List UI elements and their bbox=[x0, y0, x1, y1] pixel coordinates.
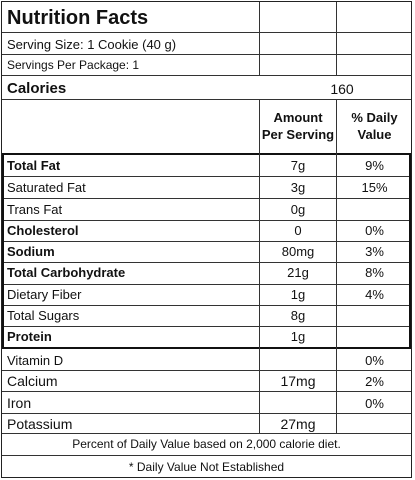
divider bbox=[2, 326, 411, 327]
divider bbox=[2, 54, 411, 55]
nutrient-amount: 1g bbox=[290, 329, 306, 344]
footnote-not-established: * Daily Value Not Established bbox=[128, 460, 285, 474]
micronutrient-dv: 0% bbox=[365, 353, 384, 368]
divider bbox=[2, 99, 411, 100]
nutrient-amount: 80mg bbox=[281, 244, 315, 259]
micronutrient-dv: 2% bbox=[365, 374, 384, 389]
divider bbox=[2, 305, 411, 306]
divider bbox=[2, 198, 411, 199]
nutrient-name: Sodium bbox=[7, 244, 55, 259]
dv-header-line2: Value bbox=[357, 127, 392, 142]
nutrient-amount: 0 bbox=[294, 223, 302, 238]
nutrient-amount: 3g bbox=[290, 180, 306, 195]
divider bbox=[2, 413, 411, 414]
divider bbox=[2, 455, 411, 456]
nutrient-dv: 8% bbox=[365, 265, 384, 280]
divider bbox=[2, 75, 411, 76]
dv-header-line1: % Daily bbox=[351, 110, 398, 125]
nutrient-amount: 0g bbox=[290, 202, 306, 217]
micronutrient-amount: 27mg bbox=[280, 416, 316, 432]
nutrient-amount: 1g bbox=[290, 287, 306, 302]
divider bbox=[2, 153, 411, 155]
divider bbox=[2, 32, 411, 33]
nutrient-amount: 21g bbox=[287, 265, 309, 280]
section-border bbox=[2, 153, 4, 349]
nutrient-dv: 3% bbox=[365, 244, 384, 259]
micronutrient-name: Calcium bbox=[7, 373, 58, 389]
nutrient-dv: 4% bbox=[365, 287, 384, 302]
micronutrient-name: Vitamin D bbox=[7, 353, 64, 368]
nutrition-label bbox=[1, 1, 412, 478]
nutrient-dv: 15% bbox=[361, 180, 388, 195]
nutrient-dv: 9% bbox=[365, 158, 384, 173]
nutrient-name: Dietary Fiber bbox=[7, 287, 82, 302]
amount-header-line1: Amount bbox=[273, 110, 323, 125]
nutrient-name: Cholesterol bbox=[7, 223, 79, 238]
nutrient-dv: 0% bbox=[365, 223, 384, 238]
divider bbox=[2, 284, 411, 285]
calories-label: Calories bbox=[7, 80, 67, 97]
nutrient-amount: 8g bbox=[290, 308, 306, 323]
nutrient-amount: 7g bbox=[290, 158, 306, 173]
divider bbox=[2, 262, 411, 263]
divider bbox=[2, 176, 411, 177]
column-divider bbox=[336, 2, 337, 76]
micronutrient-dv: 0% bbox=[365, 396, 384, 411]
nutrient-name: Total Carbohydrate bbox=[7, 265, 126, 280]
divider bbox=[2, 347, 411, 349]
divider bbox=[2, 220, 411, 221]
nutrient-name: Total Sugars bbox=[7, 308, 80, 323]
divider bbox=[2, 370, 411, 371]
nutrient-name: Trans Fat bbox=[7, 202, 63, 217]
divider bbox=[2, 241, 411, 242]
micronutrient-name: Potassium bbox=[7, 416, 73, 432]
micronutrient-name: Iron bbox=[7, 395, 32, 411]
divider bbox=[2, 391, 411, 392]
label-title: Nutrition Facts bbox=[7, 7, 149, 29]
servings-per-package: Servings Per Package: 1 bbox=[7, 58, 140, 72]
amount-header-line2: Per Serving bbox=[261, 127, 335, 142]
nutrient-name: Protein bbox=[7, 329, 52, 344]
nutrient-name: Saturated Fat bbox=[7, 180, 86, 195]
nutrient-name: Total Fat bbox=[7, 158, 61, 173]
divider bbox=[2, 433, 411, 434]
serving-size: Serving Size: 1 Cookie (40 g) bbox=[7, 37, 177, 52]
column-divider bbox=[259, 2, 260, 76]
micronutrient-amount: 17mg bbox=[280, 373, 316, 389]
calories-value: 160 bbox=[330, 81, 354, 97]
footnote-daily-value: Percent of Daily Value based on 2,000 calorie diet. bbox=[72, 437, 341, 451]
